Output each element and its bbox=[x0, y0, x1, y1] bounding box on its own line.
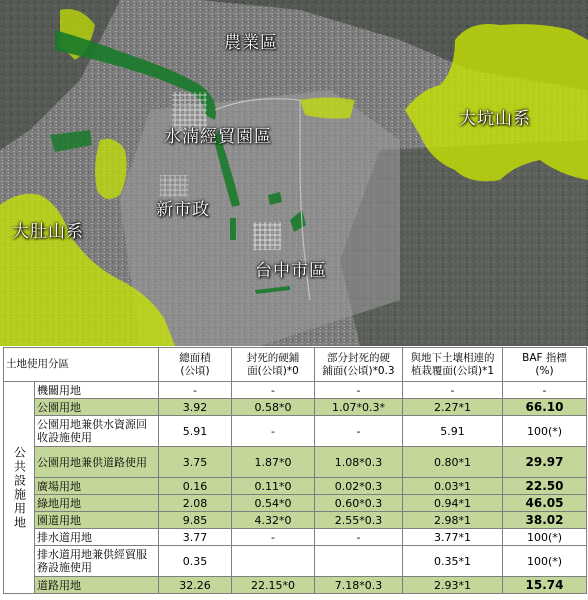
table-row bbox=[4, 512, 587, 529]
label-dadu-ridge: 大肚山系 bbox=[12, 222, 84, 242]
cell-area: 9.85 bbox=[159, 512, 232, 529]
cell-sealed: 0.54*0 bbox=[232, 495, 315, 512]
table-row bbox=[4, 577, 587, 594]
cell-sealed: 0.11*0 bbox=[232, 478, 315, 495]
cell-sealed: 4.32*0 bbox=[232, 512, 315, 529]
cell-partial: 0.02*0.3 bbox=[315, 478, 403, 495]
cell-area: 0.35 bbox=[159, 546, 232, 577]
cell-baf: 15.74 bbox=[503, 577, 587, 594]
cell-baf: 100(*) bbox=[503, 529, 587, 546]
cell-baf: 100(*) bbox=[503, 416, 587, 447]
cell-planted: 3.77*1 bbox=[403, 529, 503, 546]
cell-partial: 1.07*0.3* bbox=[315, 399, 403, 416]
cell-planted: 5.91 bbox=[403, 416, 503, 447]
label-agricultural-zone: 農業區 bbox=[224, 33, 278, 53]
cell-zone: 道路用地 bbox=[35, 577, 159, 594]
cell-partial: - bbox=[315, 529, 403, 546]
cell-partial: - bbox=[315, 416, 403, 447]
green-patch-1 bbox=[95, 139, 127, 199]
table-body bbox=[4, 382, 587, 594]
cell-zone: 綠地用地 bbox=[35, 495, 159, 512]
table-row bbox=[4, 478, 587, 495]
cell-partial: - bbox=[315, 382, 403, 399]
cell-area: 3.92 bbox=[159, 399, 232, 416]
cell-planted: 0.35*1 bbox=[403, 546, 503, 577]
cell-baf: 22.50 bbox=[503, 478, 587, 495]
header-planted: 與地下土壤相連的 植栽覆面(公頃)*1 bbox=[403, 348, 503, 382]
table-row bbox=[4, 447, 587, 478]
cell-partial: 0.60*0.3 bbox=[315, 495, 403, 512]
cell-area: 2.08 bbox=[159, 495, 232, 512]
cell-partial bbox=[315, 546, 403, 577]
cell-planted: 0.80*1 bbox=[403, 447, 503, 478]
cell-baf: 38.02 bbox=[503, 512, 587, 529]
cell-zone: 園道用地 bbox=[35, 512, 159, 529]
cell-zone: 公園用地兼供道路使用 bbox=[35, 447, 159, 478]
cell-planted: 0.03*1 bbox=[403, 478, 503, 495]
cell-area: 5.91 bbox=[159, 416, 232, 447]
table-row bbox=[4, 546, 587, 577]
header-zone: 土地使用分區 bbox=[4, 348, 159, 382]
label-civic-center: 新市政 bbox=[156, 200, 210, 220]
label-taichung-city: 台中市區 bbox=[255, 261, 327, 281]
cell-planted: 2.27*1 bbox=[403, 399, 503, 416]
cell-partial: 2.55*0.3 bbox=[315, 512, 403, 529]
header-partial: 部分封死的硬 鋪面(公頃)*0.3 bbox=[315, 348, 403, 382]
greenway-patch-4 bbox=[230, 218, 236, 240]
cell-area: - bbox=[159, 382, 232, 399]
table-row bbox=[4, 382, 587, 399]
cell-area: 32.26 bbox=[159, 577, 232, 594]
label-shuinan-park: 水湳經貿園區 bbox=[164, 127, 272, 147]
cell-planted: 2.98*1 bbox=[403, 512, 503, 529]
cell-planted: 2.93*1 bbox=[403, 577, 503, 594]
cell-baf: 46.05 bbox=[503, 495, 587, 512]
cell-area: 3.77 bbox=[159, 529, 232, 546]
civic-center-grid bbox=[160, 175, 188, 197]
table-row bbox=[4, 416, 587, 447]
header-total-area: 總面積 (公頃) bbox=[159, 348, 232, 382]
cell-sealed bbox=[232, 546, 315, 577]
header-sealed: 封死的硬鋪 面(公頃)*0 bbox=[232, 348, 315, 382]
cell-sealed: 1.87*0 bbox=[232, 447, 315, 478]
cell-zone: 公園用地 bbox=[35, 399, 159, 416]
cell-baf: 100(*) bbox=[503, 546, 587, 577]
cell-zone: 廣場用地 bbox=[35, 478, 159, 495]
baf-table bbox=[3, 347, 587, 594]
header-baf: BAF 指標 (%) bbox=[503, 348, 587, 382]
cell-sealed: 22.15*0 bbox=[232, 577, 315, 594]
cell-sealed: - bbox=[232, 416, 315, 447]
table-row bbox=[4, 495, 587, 512]
cell-planted: - bbox=[403, 382, 503, 399]
cell-sealed: - bbox=[232, 529, 315, 546]
cell-zone: 排水道用地兼供經貿服務設施使用 bbox=[35, 546, 159, 577]
table-row bbox=[4, 399, 587, 416]
label-dakeng-ridge: 大坑山系 bbox=[459, 109, 531, 129]
cell-partial: 7.18*0.3 bbox=[315, 577, 403, 594]
cell-planted: 0.94*1 bbox=[403, 495, 503, 512]
table-header-row bbox=[4, 348, 587, 382]
cell-baf: 29.97 bbox=[503, 447, 587, 478]
downtown-grid bbox=[253, 222, 281, 250]
cell-zone: 公園用地兼供水資源回收設施使用 bbox=[35, 416, 159, 447]
cell-zone: 排水道用地 bbox=[35, 529, 159, 546]
group-label: 公共設施用地 bbox=[4, 382, 35, 594]
table-row bbox=[4, 529, 587, 546]
cell-zone: 機關用地 bbox=[35, 382, 159, 399]
cell-area: 3.75 bbox=[159, 447, 232, 478]
cell-partial: 1.08*0.3 bbox=[315, 447, 403, 478]
cell-baf: 66.10 bbox=[503, 399, 587, 416]
cell-sealed: - bbox=[232, 382, 315, 399]
cell-baf: - bbox=[503, 382, 587, 399]
cell-area: 0.16 bbox=[159, 478, 232, 495]
green-patch-2 bbox=[300, 98, 355, 119]
cell-sealed: 0.58*0 bbox=[232, 399, 315, 416]
